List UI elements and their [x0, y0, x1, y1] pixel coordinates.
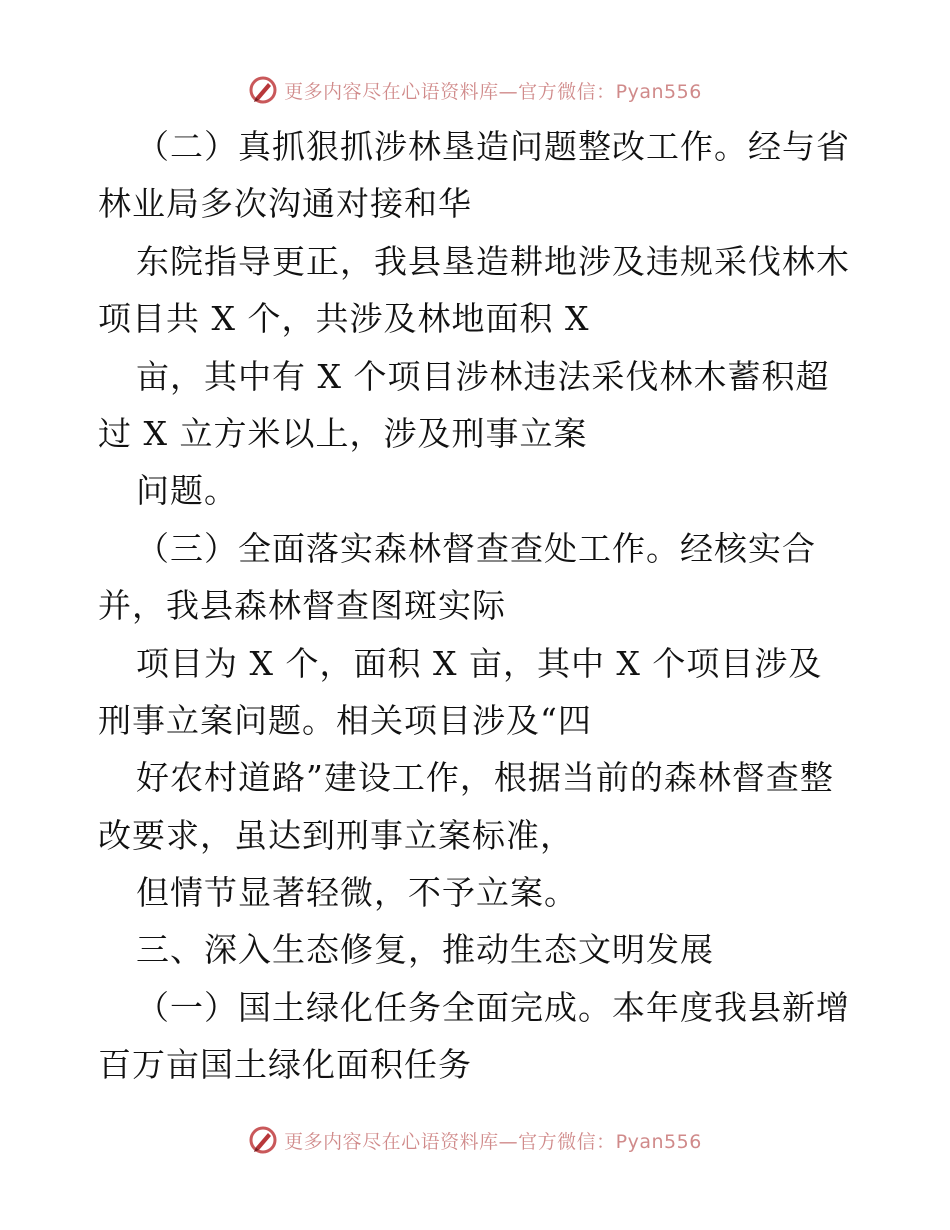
- section-heading: 三、深入生态修复，推动生态文明发展: [136, 930, 714, 970]
- text-line: 改要求，虽达到刑事立案标准，: [98, 815, 574, 855]
- text-line: 百万亩国土绿化面积任务: [98, 1045, 472, 1085]
- text-line: 刑事立案问题。相关项目涉及“四: [98, 700, 592, 740]
- document-body: [98, 118, 858, 1094]
- text-line: 并，我县森林督查图斑实际: [98, 586, 506, 626]
- text-line: （三）全面落实森林督查查处工作。经核实合: [136, 528, 816, 568]
- text-line: 但情节显著轻微，不予立案。: [136, 873, 578, 913]
- text-line: 问题。: [136, 471, 238, 511]
- watermark-text: 更多内容尽在心语资料库—官方微信：Pyan556: [284, 1130, 702, 1153]
- text-line: 项目共 X 个，共涉及林地面积 X: [98, 299, 590, 339]
- text-line: 好农村道路”建设工作，根据当前的森林督查整: [136, 758, 834, 798]
- text-line: 亩，其中有 X 个项目涉林违法采伐林木蓄积超: [136, 356, 830, 396]
- text-line: 林业局多次沟通对接和华: [98, 184, 472, 224]
- text-line: （二）真抓狠抓涉林垦造问题整改工作。经与省: [136, 127, 850, 166]
- text-line: 过 X 立方米以上，涉及刑事立案: [98, 413, 588, 453]
- text-line: 东院指导更正，我县垦造耕地涉及违规采伐林木: [136, 241, 850, 281]
- pen-logo-icon: [248, 1125, 278, 1155]
- watermark-text: 更多内容尽在心语资料库—官方微信：Pyan556: [284, 80, 702, 103]
- header-watermark: [0, 70, 950, 110]
- footer-watermark: [0, 1120, 950, 1160]
- text-line: （一）国土绿化任务全面完成。本年度我县新增: [136, 987, 850, 1027]
- text-line: 项目为 X 个，面积 X 亩，其中 X 个项目涉及: [136, 643, 823, 683]
- pen-logo-icon: [248, 75, 278, 105]
